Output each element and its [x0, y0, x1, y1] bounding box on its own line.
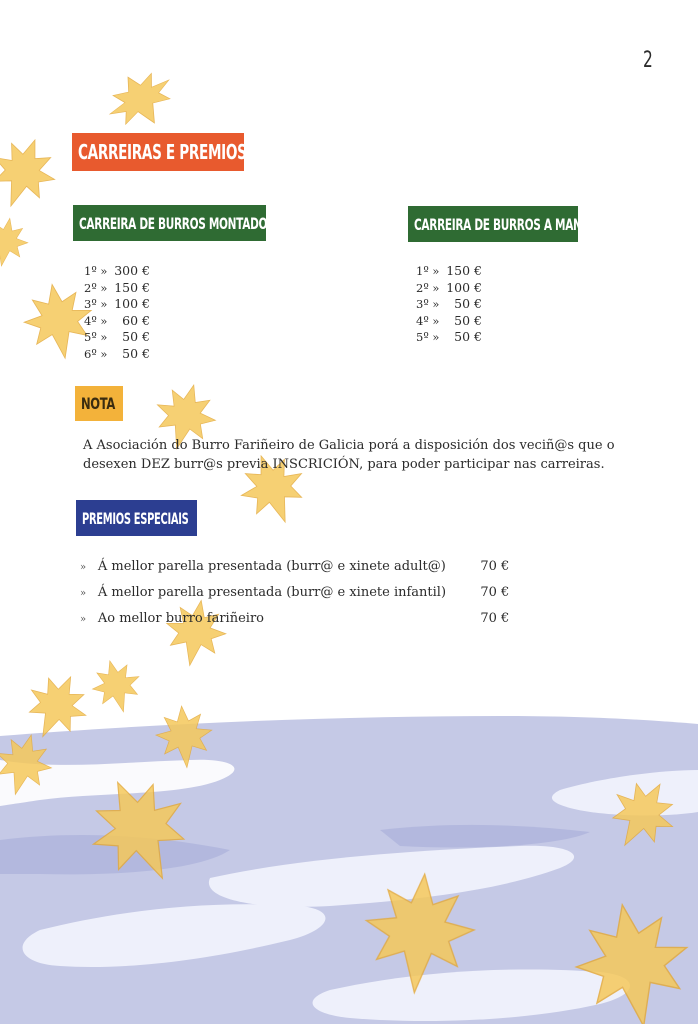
header-burros-a-man: CARREIRA DE BURROS A MAN [408, 206, 578, 242]
prize-row: 5º » 50 € [84, 329, 150, 345]
note-line: A Asociación do Burro Fariñeiro de Galicia porá a disposición dos veciñ@s que o [83, 438, 615, 453]
page-number: 2 [643, 48, 653, 73]
special-prize-list [80, 559, 520, 637]
prize-row: 1º » 300 € [84, 263, 150, 278]
special-prize-row: » Á mellor parella presentada (burr@ e xinete infantil) 70 € [80, 585, 510, 600]
prize-row: 3º » 50 € [416, 296, 482, 312]
prize-row: 2º » 150 € [84, 279, 150, 295]
header-premios-especiais: PREMIOS ESPECIAIS [76, 500, 197, 536]
header-nota: NOTA [75, 386, 123, 421]
maple-leaf-icon [87, 655, 147, 718]
note-line: desexen DEZ burr@s previa INSCRICIÓN, para poder participar nas carreiras. [83, 456, 605, 472]
prize-row: 1º » 150 € [416, 263, 482, 278]
special-prize-row: » Á mellor parella presentada (burr@ e xinete adult@) 70 € [80, 559, 510, 574]
maple-leaf-icon [0, 215, 31, 270]
prize-row: 4º » 60 € [84, 312, 150, 328]
prize-row: 3º » 100 € [84, 296, 150, 312]
prize-list-montados [84, 263, 150, 363]
bullet-icon: » [80, 588, 87, 599]
prize-row: 4º » 50 € [416, 312, 482, 328]
prize-list-a-man [416, 263, 482, 346]
bullet-icon: » [80, 614, 87, 625]
header-burros-montados: CARREIRA DE BURROS MONTADOS [73, 205, 266, 241]
prize-row: 5º » 50 € [416, 329, 482, 345]
note-paragraph [83, 437, 643, 474]
maple-leaf-icon [0, 129, 65, 217]
section-title-carreiras: CARREIRAS E PREMIOS [72, 133, 244, 171]
maple-leaf-icon [99, 60, 184, 140]
prize-row: 6º » 50 € [84, 345, 150, 361]
special-prize-row: » Ao mellor burro fariñeiro 70 € [80, 611, 510, 626]
water-background [0, 716, 698, 1024]
prize-row: 2º » 100 € [416, 279, 482, 295]
bullet-icon: » [80, 562, 87, 573]
